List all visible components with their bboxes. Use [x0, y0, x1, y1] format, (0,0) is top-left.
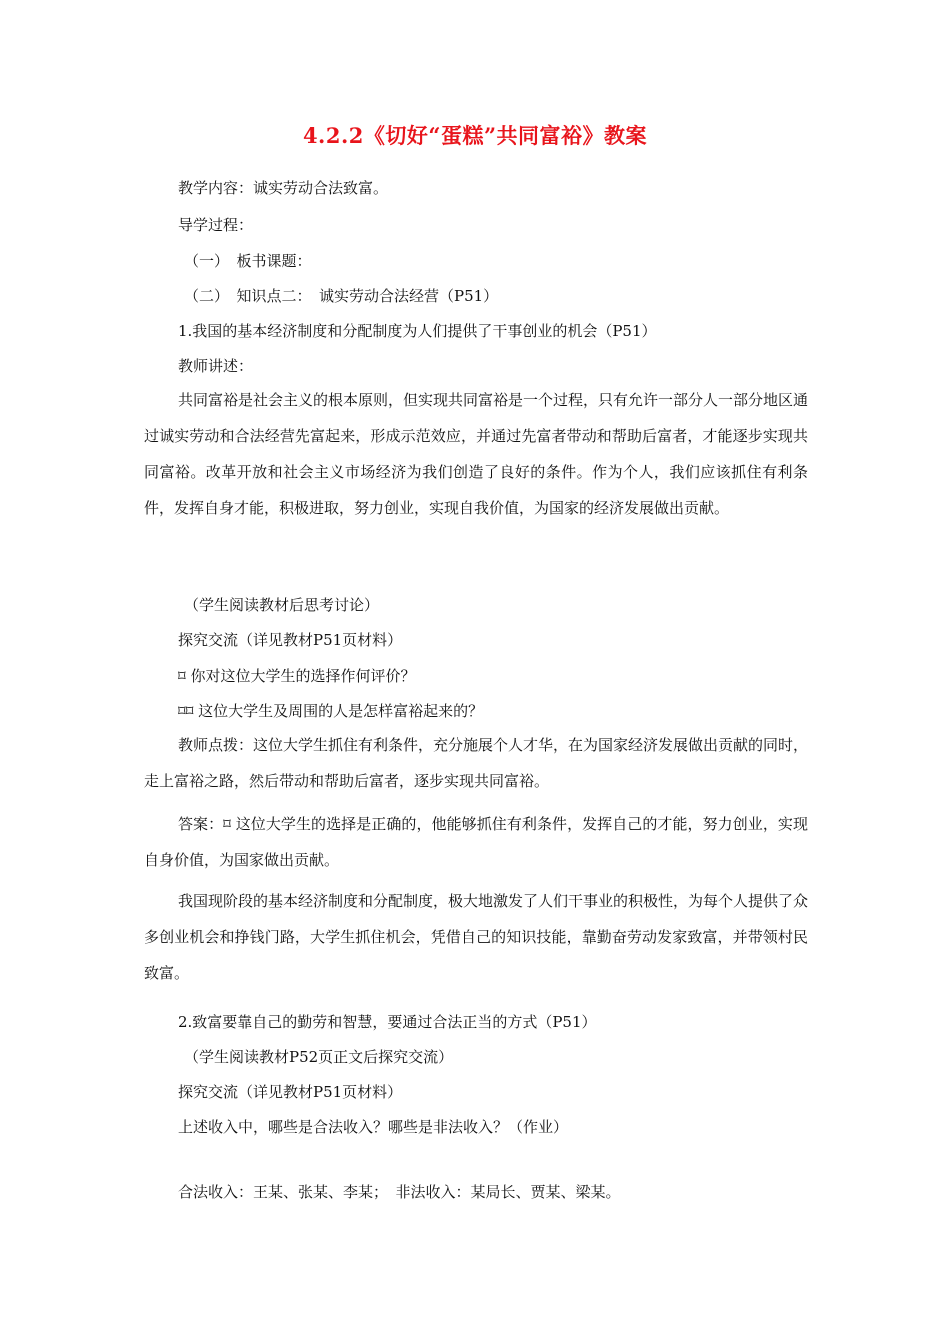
paragraph-answer: 答案：⌑ 这位大学生的选择是正确的，他能够抓住有利条件，发挥自己的才能，努力创业，实现自身价值，为国家做出贡献。 — [144, 815, 808, 869]
explore-one-line: 探究交流（详见教材P51页材料） — [178, 631, 403, 649]
student-read-two-line: （学生阅读教材P52页正文后探究交流） — [184, 1048, 454, 1066]
question-two-line: ⌑⌑ 这位大学生及周围的人是怎样富裕起来的？ — [178, 702, 484, 720]
student-read-line: （学生阅读教材后思考讨论） — [184, 596, 380, 614]
teacher-talk-line: 教师讲述： — [178, 357, 254, 375]
guide-process-line: 导学过程： — [178, 216, 254, 234]
teaching-content-line: 教学内容：诚实劳动合法致富。 — [178, 179, 389, 197]
explore-two-line: 探究交流（详见教材P51页材料） — [178, 1083, 403, 1101]
point-one-line: 1.我国的基本经济制度和分配制度为人们提供了干事创业的机会（P51） — [178, 322, 657, 340]
point-two-line: 2.致富要靠自己的勤劳和智慧，要通过合法正当的方式（P51） — [178, 1013, 597, 1031]
income-answer-line: 合法收入：王某、张某、李某； 非法收入：某局长、贾某、梁某。 — [178, 1183, 621, 1201]
page-title: 4.2.2《切好“蛋糕”共同富裕》教案 — [302, 123, 648, 148]
homework-question-line: 上述收入中，哪些是合法收入？哪些是非法收入？（作业） — [178, 1118, 569, 1136]
step-two-line: （二） 知识点二： 诚实劳动合法经营（P51） — [184, 287, 499, 305]
paragraph-common-prosperity: 共同富裕是社会主义的根本原则，但实现共同富裕是一个过程，只有允许一部分人一部分地区通过诚实劳动和合法经营先富起来，形成示范效应，并通过先富者带动和帮助后富者，才能逐步实现共同富裕。改革开放和社会主义市场经济为我们创造了良好的条件。作为个人，我们应该抓住有利条件，发挥自身才能，积极进取，努力创业，实现自我价值，为国家的经济发展做出贡献。 — [144, 391, 809, 517]
paragraph-system: 我国现阶段的基本经济制度和分配制度，极大地激发了人们干事业的积极性，为每个人提供了众多创业机会和挣钱门路，大学生抓住机会，凭借自己的知识技能，靠勤奋劳动发家致富，并带领村民致富。 — [144, 892, 809, 982]
question-one-line: ⌑ 你对这位大学生的选择作何评价？ — [178, 667, 416, 685]
paragraph-teacher-guide: 教师点拨：这位大学生抓住有利条件，充分施展个人才华，在为国家经济发展做出贡献的同时，走上富裕之路，然后带动和帮助后富者，逐步实现共同富裕。 — [144, 736, 809, 790]
step-one-line: （一） 板书课题： — [184, 252, 312, 270]
